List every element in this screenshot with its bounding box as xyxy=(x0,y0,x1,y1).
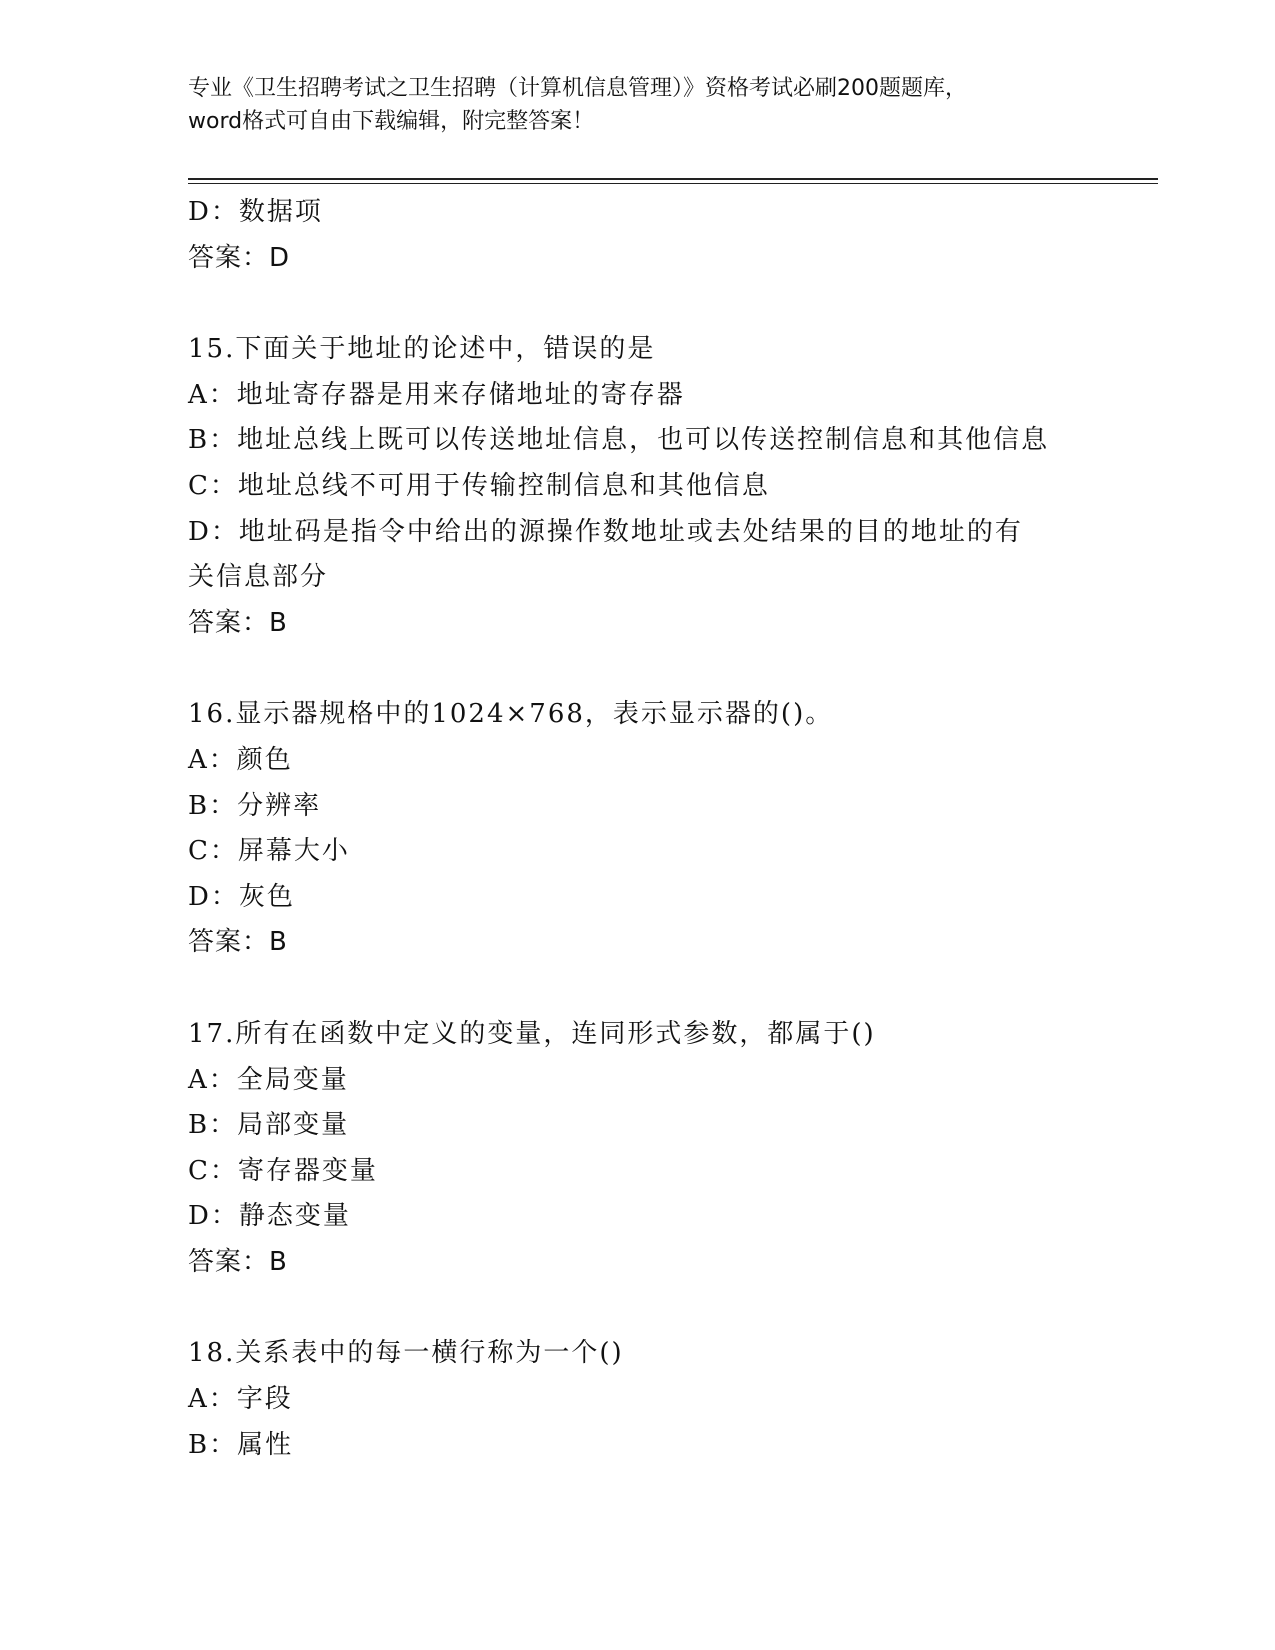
option-b: B：局部变量 xyxy=(188,1110,350,1141)
spacer xyxy=(188,281,1088,327)
option-b: B：分辨率 xyxy=(188,790,322,821)
answer: 答案：B xyxy=(188,1246,288,1277)
question-stem: 16.显示器规格中的1024×768，表示显示器的()。 xyxy=(188,699,834,730)
question-stem: 17.所有在函数中定义的变量，连同形式参数，都属于() xyxy=(188,1018,876,1049)
header-line-2: word格式可自由下载编辑，附完整答案！ xyxy=(188,109,595,134)
option-d: D：灰色 xyxy=(188,881,295,912)
option-a: A：地址寄存器是用来存储地址的寄存器 xyxy=(188,379,685,410)
option-d-previous: D：数据项 xyxy=(188,197,323,227)
option-b: B：属性 xyxy=(188,1429,294,1460)
header-rule-thick xyxy=(188,178,1158,180)
header-line-1: 专业《卫生招聘考试之卫生招聘（计算机信息管理）》资格考试必刷200题题库， xyxy=(188,76,967,101)
question-15 xyxy=(188,327,1088,646)
question-17 xyxy=(188,1012,1088,1286)
option-d: D：地址码是指令中给出的源操作数地址或去处结果的目的地址的有关信息部分 xyxy=(188,516,1023,593)
spacer xyxy=(188,646,1088,692)
question-16 xyxy=(188,692,1088,966)
answer: 答案：B xyxy=(188,607,288,638)
option-c: C：屏幕大小 xyxy=(188,836,350,867)
question-list xyxy=(188,190,1088,1468)
question-18 xyxy=(188,1331,1088,1468)
option-a: A：颜色 xyxy=(188,744,293,775)
option-b: B：地址总线上既可以传送地址信息，也可以传送控制信息和其他信息 xyxy=(188,425,1050,456)
answer: 答案：B xyxy=(188,927,288,958)
spacer xyxy=(188,1285,1088,1331)
option-c: C：地址总线不可用于传输控制信息和其他信息 xyxy=(188,470,770,501)
option-c: C：寄存器变量 xyxy=(188,1155,378,1186)
answer-previous: 答案：D xyxy=(188,242,291,273)
option-a: A：字段 xyxy=(188,1384,293,1415)
question-stem: 18.关系表中的每一横行称为一个() xyxy=(188,1338,624,1369)
document-header xyxy=(188,72,1088,138)
option-a: A：全局变量 xyxy=(188,1064,349,1095)
question-stem: 15.下面关于地址的论述中，错误的是 xyxy=(188,334,656,365)
header-rule-thin xyxy=(188,183,1158,184)
spacer xyxy=(188,966,1088,1012)
option-d: D：静态变量 xyxy=(188,1201,351,1232)
